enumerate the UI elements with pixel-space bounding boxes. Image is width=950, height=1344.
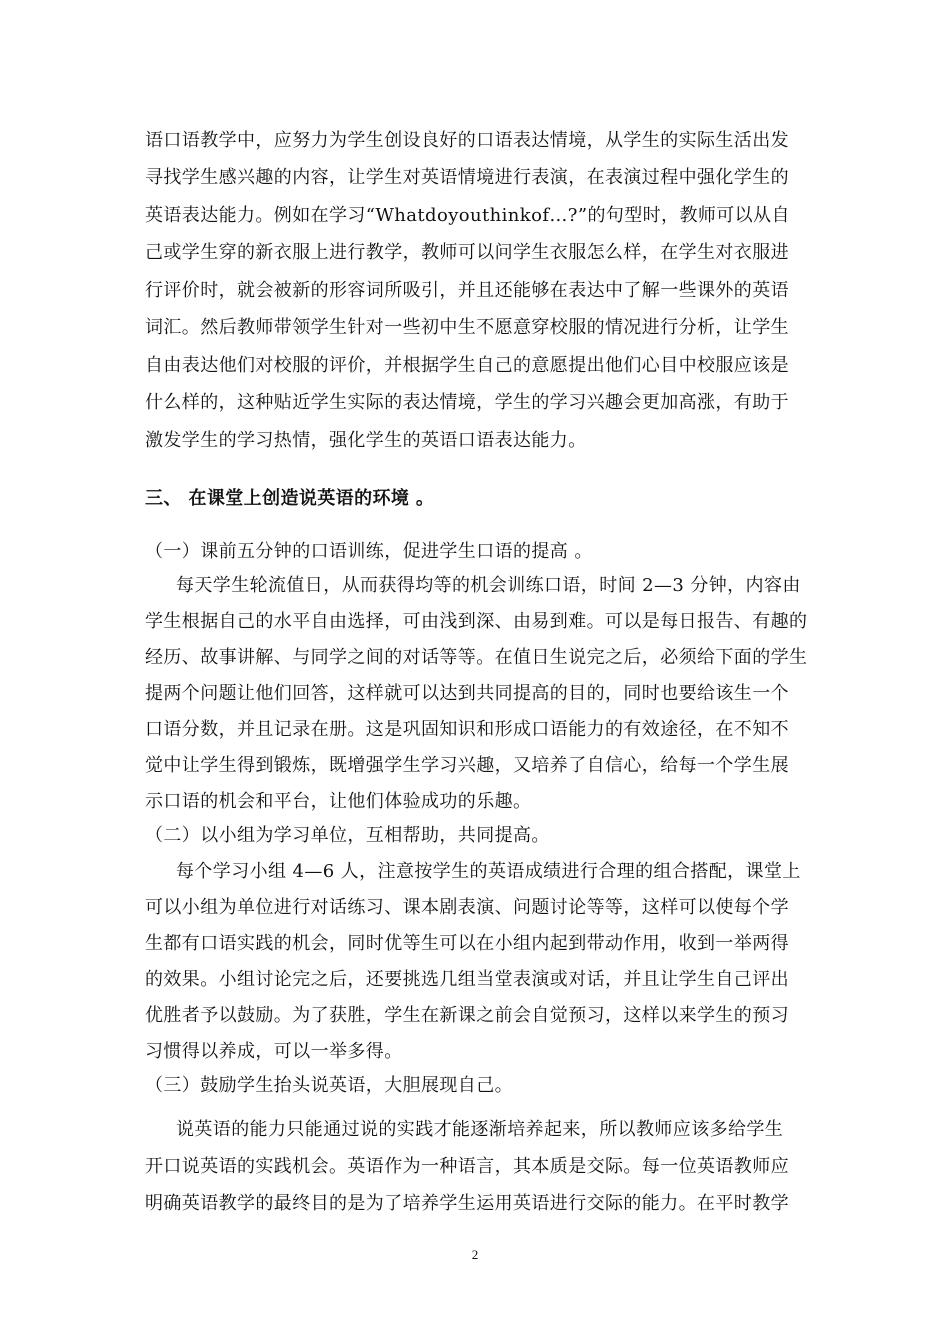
paragraph-line: 开口说英语的实践机会。英语作为一种语言，其本质是交际。每一位英语教师应 [145, 1156, 789, 1177]
page-number: 2 [471, 1247, 479, 1262]
section-heading: 三、 在课堂上创造说英语的环境 。 [145, 488, 435, 509]
paragraph-line: 每个学习小组 4—6 人，注意按学生的英语成绩进行合理的组合搭配，课堂上 [176, 861, 801, 882]
paragraph-line: 自由表达他们对校服的评价，并根据学生自己的意愿提出他们心目中校服应该是 [145, 355, 789, 376]
paragraph-line: 明确英语教学的最终目的是为了培养学生运用英语进行交际的能力。在平时教学 [145, 1193, 789, 1214]
paragraph-line: 行评价时，就会被新的形容词所吸引，并且还能够在表达中了解一些课外的英语 [145, 280, 789, 301]
paragraph-line: 觉中让学生得到锻炼，既增强学生学习兴趣，又培养了自信心，给每一个学生展 [145, 755, 789, 776]
paragraph-line: 学生根据自己的水平自由选择，可由浅到深、由易到难。可以是每日报告、有趣的 [145, 611, 808, 632]
paragraph-line: 习惯得以养成，可以一举多得。 [145, 1041, 403, 1062]
paragraph-line: 语口语教学中，应努力为学生创设良好的口语表达情境，从学生的实际生活出发 [145, 130, 789, 151]
paragraph-line: 示口语的机会和平台，让他们体验成功的乐趣。 [145, 791, 532, 812]
subsection-heading: （二）以小组为学习单位，互相帮助，共同提高。 [145, 825, 550, 846]
paragraph-line: 己或学生穿的新衣服上进行教学，教师可以问学生衣服怎么样，在学生对衣服进 [145, 242, 789, 263]
paragraph-line: 优胜者予以鼓励。为了获胜，学生在新课之前会自觉预习，这样以来学生的预习 [145, 1005, 789, 1026]
paragraph-line: 词汇。然后教师带领学生针对一些初中生不愿意穿校服的情况进行分析，让学生 [145, 317, 789, 338]
paragraph-line: 寻找学生感兴趣的内容，让学生对英语情境进行表演，在表演过程中强化学生的 [145, 167, 789, 188]
paragraph-line: 说英语的能力只能通过说的实践才能逐渐培养起来，所以教师应该多给学生 [176, 1119, 784, 1140]
paragraph-line: 英语表达能力。例如在学习“Whatdoyouthinkof…?”的句型时，教师可以从自 [145, 205, 790, 226]
paragraph-line: 口语分数，并且记录在册。这是巩固知识和形成口语能力的有效途径，在不知不 [145, 719, 789, 740]
paragraph-line: 可以小组为单位进行对话练习、课本剧表演、问题讨论等等，这样可以使每个学 [145, 897, 789, 918]
paragraph-line: 生都有口语实践的机会，同时优等生可以在小组内起到带动作用，收到一举两得 [145, 933, 789, 954]
paragraph-line: 什么样的，这种贴近学生实际的表达情境，学生的学习兴趣会更加高涨，有助于 [145, 392, 789, 413]
paragraph-line: 经历、故事讲解、与同学之间的对话等等。在值日生说完之后，必须给下面的学生 [145, 647, 808, 668]
subsection-heading: （三）鼓励学生抬头说英语，大胆展现自己。 [145, 1075, 513, 1096]
paragraph-line: 提两个问题让他们回答，这样就可以达到共同提高的目的，同时也要给该生一个 [145, 683, 789, 704]
paragraph-line: 激发学生的学习热情，强化学生的英语口语表达能力。 [145, 430, 587, 451]
paragraph-line: 每天学生轮流值日，从而获得均等的机会训练口语，时间 2—3 分钟，内容由 [176, 575, 801, 596]
subsection-heading: （一）课前五分钟的口语训练，促进学生口语的提高 。 [145, 541, 593, 562]
paragraph-line: 的效果。小组讨论完之后，还要挑选几组当堂表演或对话，并且让学生自己评出 [145, 969, 789, 990]
